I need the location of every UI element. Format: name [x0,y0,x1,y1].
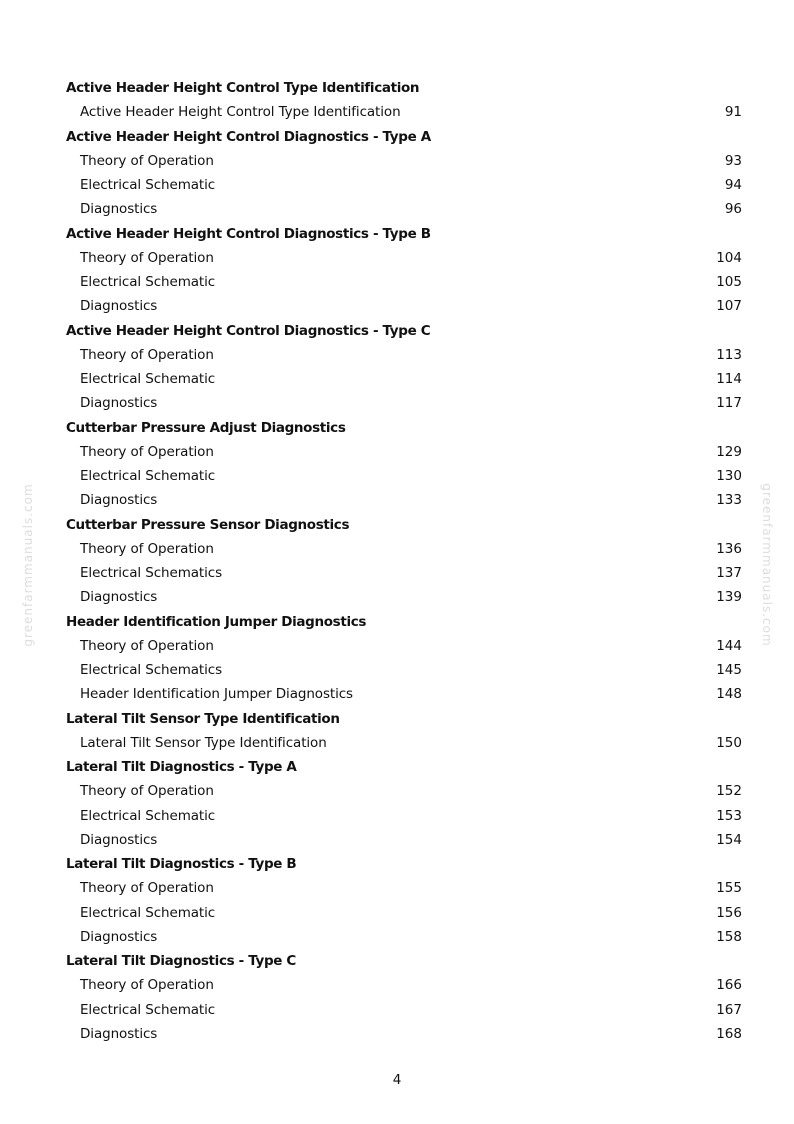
toc-section-title: Cutterbar Pressure Adjust Diagnostics [66,419,346,436]
toc-entry-label: Theory of Operation [80,977,214,994]
toc-entry-page: 117 [716,395,742,412]
toc-entry-label: Theory of Operation [80,249,214,266]
toc-entry-page: 133 [716,492,742,509]
watermark-left: greenfarmmanuals.com [21,483,35,647]
toc-entry-page: 107 [716,298,742,315]
toc-entry-page: 96 [724,201,742,218]
toc-entry-label: Diagnostics [80,492,158,509]
toc-entry[interactable] [66,343,742,367]
toc-section [66,222,742,319]
toc-section [66,949,742,1046]
toc-entry-page: 156 [716,904,742,921]
toc-entry[interactable] [66,294,742,318]
toc-section [66,416,742,513]
toc-section-title: Lateral Tilt Diagnostics - Type A [66,759,297,775]
table-of-contents [66,76,742,1046]
toc-entry[interactable] [66,270,742,294]
toc-entry-page: 130 [716,468,742,484]
toc-section [66,76,742,125]
toc-entry-label: Electrical Schematic [80,177,216,193]
toc-entry-label: Electrical Schematic [80,1001,216,1018]
toc-entry-page: 139 [716,589,742,606]
toc-entry-page: 91 [724,104,742,121]
toc-entry[interactable] [66,925,742,949]
toc-section [66,852,742,949]
toc-section-title: Lateral Tilt Diagnostics - Type C [66,953,296,969]
toc-section [66,610,742,707]
toc-entry-label: Theory of Operation [80,540,214,557]
toc-section-title: Active Header Height Control Diagnostics - Type C [66,322,431,339]
toc-entry-label: Diagnostics [80,298,158,315]
toc-entry-page: 145 [716,662,742,678]
toc-entry-label: Lateral Tilt Sensor Type Identification [80,734,327,751]
toc-entry-page: 154 [716,831,742,848]
toc-entry-page: 153 [716,807,742,824]
toc-entry-page: 152 [716,783,742,800]
toc-entry-label: Theory of Operation [80,880,214,897]
page-number: 4 [392,1072,402,1088]
toc-entry-label: Electrical Schematic [80,371,216,387]
toc-entry[interactable] [66,488,742,512]
toc-entry-label: Theory of Operation [80,637,214,654]
toc-entry[interactable] [66,561,742,585]
toc-entry-label: Electrical Schematic [80,904,216,921]
toc-entry[interactable] [66,464,742,488]
toc-entry[interactable] [66,149,742,173]
toc-entry-label: Electrical Schematic [80,274,216,290]
toc-section-title: Lateral Tilt Diagnostics - Type B [66,856,297,872]
toc-entry-page: 167 [716,1001,742,1018]
toc-entry-label: Theory of Operation [80,152,214,169]
toc-entry[interactable] [66,1022,742,1046]
toc-entry[interactable] [66,367,742,391]
toc-entry-label: Diagnostics [80,201,158,218]
toc-entry-page: 113 [716,346,742,363]
toc-entry[interactable] [66,682,742,706]
toc-entry-page: 93 [724,152,742,169]
toc-entry-label: Header Identification Jumper Diagnostics [80,686,353,703]
toc-entry[interactable] [66,731,742,755]
toc-entry-page: 114 [716,371,742,387]
toc-entry[interactable] [66,197,742,221]
toc-entry-label: Diagnostics [80,1025,158,1042]
toc-entry-page: 168 [716,1025,742,1042]
toc-entry-page: 94 [724,177,742,193]
toc-section-title: Active Header Height Control Diagnostics - Type B [66,225,431,242]
toc-entry-label: Theory of Operation [80,443,214,460]
toc-entry-label: Electrical Schematics [80,565,223,581]
toc-section-title: Lateral Tilt Sensor Type Identification [66,710,340,727]
toc-entry-page: 148 [716,686,742,703]
toc-entry-page: 129 [716,443,742,460]
toc-entry-label: Active Header Height Control Type Identification [80,104,401,121]
toc-entry[interactable] [66,779,742,803]
toc-entry-label: Theory of Operation [80,783,214,800]
toc-entry-label: Electrical Schematic [80,807,216,824]
toc-entry-label: Diagnostics [80,589,158,606]
toc-entry[interactable] [66,537,742,561]
toc-entry[interactable] [66,828,742,852]
toc-entry-page: 166 [716,977,742,994]
toc-entry[interactable] [66,585,742,609]
toc-entry-label: Diagnostics [80,831,158,848]
toc-section-title: Cutterbar Pressure Sensor Diagnostics [66,516,350,533]
toc-entry[interactable] [66,998,742,1022]
toc-entry-page: 137 [716,565,742,581]
toc-entry[interactable] [66,973,742,997]
toc-entry-page: 136 [716,540,742,557]
toc-section [66,707,742,756]
toc-entry[interactable] [66,901,742,925]
toc-entry[interactable] [66,658,742,682]
toc-section [66,319,742,416]
toc-entry[interactable] [66,246,742,270]
toc-section-title: Header Identification Jumper Diagnostics [66,613,367,630]
watermark-right: greenfarmmanuals.com [760,483,774,647]
toc-entry-label: Diagnostics [80,395,158,412]
toc-section-title: Active Header Height Control Type Identification [66,80,420,96]
toc-section [66,755,742,852]
toc-entry[interactable] [66,440,742,464]
toc-entry-label: Electrical Schematics [80,662,223,678]
toc-entry[interactable] [66,173,742,197]
toc-entry-label: Electrical Schematic [80,468,216,484]
toc-entry-page: 158 [716,928,742,945]
toc-section [66,125,742,222]
toc-section-title: Active Header Height Control Diagnostics - Type A [66,128,431,145]
toc-entry-page: 144 [716,637,742,654]
toc-entry-page: 104 [716,249,742,266]
toc-entry[interactable] [66,804,742,828]
toc-entry-page: 150 [716,734,742,751]
toc-entry[interactable] [66,634,742,658]
toc-entry[interactable] [66,876,742,900]
toc-entry[interactable] [66,391,742,415]
toc-entry-page: 155 [716,880,742,897]
toc-entry-label: Theory of Operation [80,346,214,363]
toc-entry-page: 105 [716,274,742,290]
toc-section [66,513,742,610]
toc-entry-label: Diagnostics [80,928,158,945]
toc-entry[interactable] [66,100,742,124]
